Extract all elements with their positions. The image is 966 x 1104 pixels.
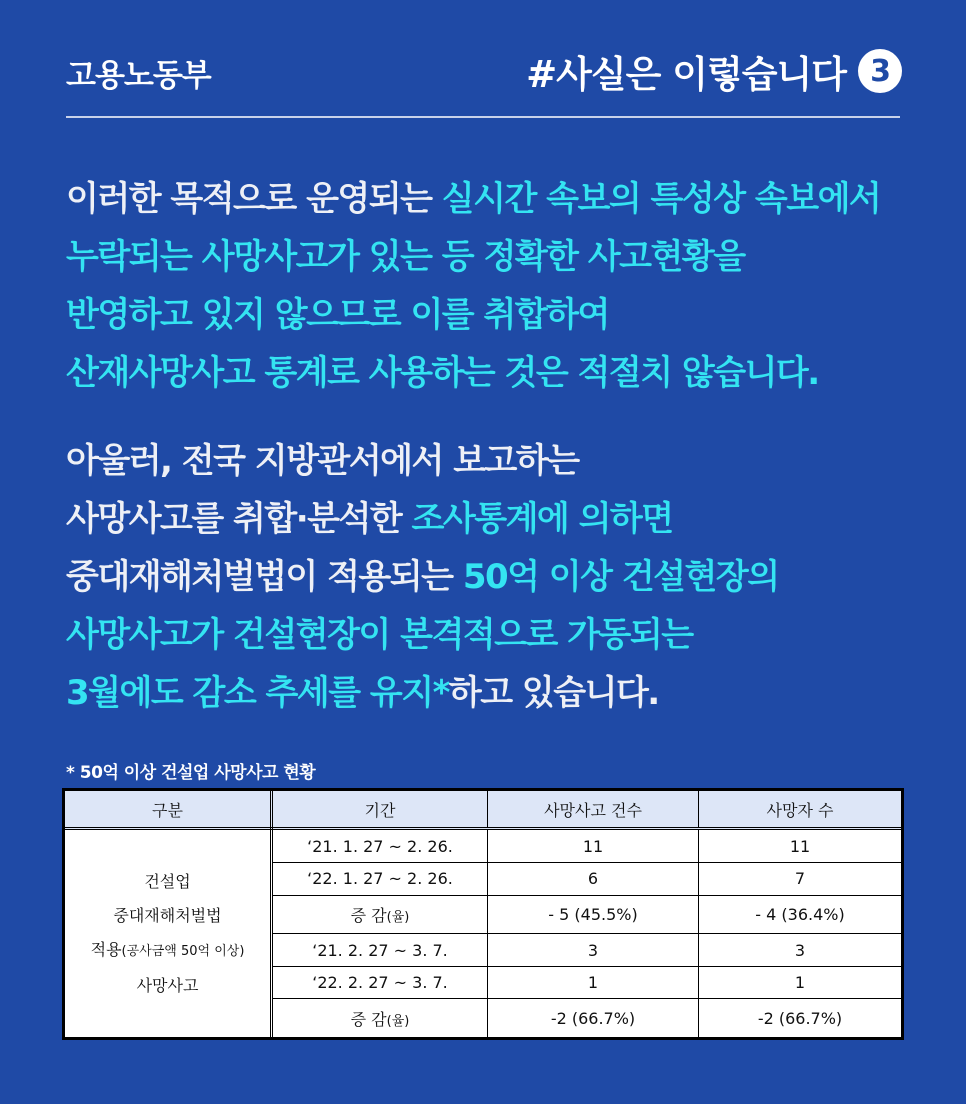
period-cell: ‘22. 2. 27 ~ 3. 7.	[272, 966, 488, 998]
paragraph-line	[66, 664, 906, 722]
body-text: 중대재해처벌법이 적용되는	[66, 557, 463, 597]
paragraph-line	[66, 344, 906, 402]
paragraph-line	[66, 490, 906, 548]
paragraph-line	[66, 170, 906, 228]
header-divider	[66, 116, 900, 118]
highlighted-text: 반영하고 있지 않으므로 이를 취합하여	[66, 295, 609, 335]
statistics-table	[62, 788, 904, 1040]
paragraph-1	[66, 170, 906, 402]
highlighted-text: 사망사고가 건설현장이 본격적으로 가동되는	[66, 615, 693, 655]
tagline	[526, 44, 902, 98]
body-text: 아울러, 전국 지방관서에서 보고하는	[66, 441, 579, 481]
deaths-cell: 11	[699, 829, 902, 863]
period-cell: ‘22. 1. 27 ~ 2. 26.	[272, 863, 488, 895]
circled-number-badge: 3	[858, 49, 902, 93]
table-header-row	[65, 791, 901, 829]
category-cell	[65, 829, 272, 1038]
body-text: 하고 있습니다.	[448, 673, 659, 713]
paragraph-line	[66, 228, 906, 286]
highlighted-text: 실시간 속보의 특성상 속보에서	[441, 179, 881, 219]
paragraph-line	[66, 286, 906, 344]
deaths-cell: 7	[699, 863, 902, 895]
incidents-cell: - 5 (45.5%)	[488, 895, 699, 934]
category-line: 사망사고	[136, 975, 199, 995]
incidents-cell: 11	[488, 829, 699, 863]
incidents-cell: 3	[488, 934, 699, 966]
category-line: 적용(공사금액 50억 이상)	[90, 939, 245, 959]
header-category: 구분	[65, 791, 272, 829]
highlighted-text: 50억 이상 건설현장의	[462, 557, 779, 597]
header-incidents: 사망사고 건수	[488, 791, 699, 829]
deaths-cell: 3	[699, 934, 902, 966]
category-line: 중대재해처벌법	[113, 905, 222, 925]
paragraph-2	[66, 432, 906, 722]
paragraph-line	[66, 606, 906, 664]
body-text: 이러한 목적으로 운영되는	[66, 179, 442, 219]
table-footnote: * 50억 이상 건설업 사망사고 현황	[66, 763, 316, 783]
deaths-cell: - 4 (36.4%)	[699, 895, 902, 934]
deaths-cell: 1	[699, 966, 902, 998]
incidents-cell: 6	[488, 863, 699, 895]
tagline-text: #사실은 이렇습니다	[526, 53, 846, 96]
highlighted-text: 누락되는 사망사고가 있는 등 정확한 사고현황을	[66, 237, 745, 277]
incidents-cell: 1	[488, 966, 699, 998]
body-text: 사망사고를 취합·분석한	[66, 499, 412, 539]
period-cell: 증 감(율)	[272, 895, 488, 934]
ministry-name: 고용노동부	[66, 58, 211, 94]
paragraph-line	[66, 432, 906, 490]
table-row	[65, 829, 901, 863]
highlighted-text: 산재사망사고 통계로 사용하는 것은 적절치 않습니다.	[66, 353, 819, 393]
highlighted-text: 3월에도 감소 추세를 유지*	[66, 673, 449, 713]
period-cell: ‘21. 2. 27 ~ 3. 7.	[272, 934, 488, 966]
highlighted-text: 조사통계에 의하면	[411, 499, 673, 539]
header-period: 기간	[272, 791, 488, 829]
incidents-cell: -2 (66.7%)	[488, 999, 699, 1037]
header-deaths: 사망자 수	[699, 791, 902, 829]
period-cell: ‘21. 1. 27 ~ 2. 26.	[272, 829, 488, 863]
category-line: 건설업	[144, 871, 191, 891]
period-cell: 증 감(율)	[272, 999, 488, 1037]
paragraph-line	[66, 548, 906, 606]
deaths-cell: -2 (66.7%)	[699, 999, 902, 1037]
